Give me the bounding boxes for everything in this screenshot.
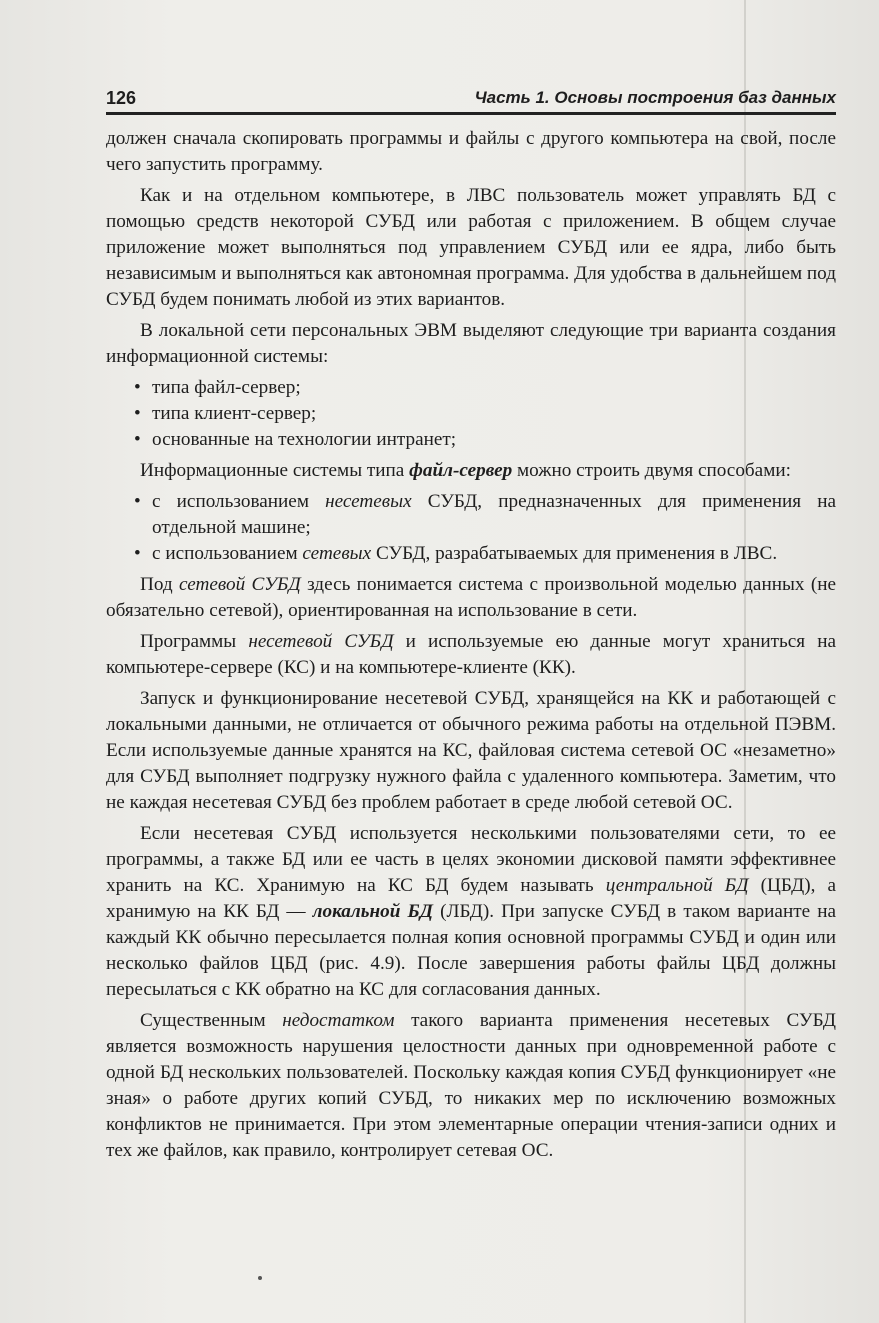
text-run: Программы (140, 631, 249, 652)
text-run: СУБД, предназначенных для применения на отдельной машине; (152, 491, 836, 538)
paragraph-2: Как и на отдельном компьютере, в ЛВС пользователь может управлять БД с помощью средств некоторой СУБД или работая с приложением. В общем случае приложение может выполняться под управлением СУБД или ее ядра, либо быть независимым и выполняться как автономная программа. Для удобства в дальнейшем под СУБД будем понимать любой из этих вариантов. (106, 185, 836, 310)
scan-speck (258, 1276, 262, 1280)
text-run: (ЛБД). При запуске СУБД в таком варианте на каждый КК обычно пересылается полная копия основной программы СУБД и один или несколько файлов ЦБД (рис. 4.9). После завершения работы файлы ЦБД должны пересылаться с КК обратно на КС для согласования данных. (106, 901, 836, 1000)
text-run: с использованием (152, 491, 326, 512)
file-server-methods-list (106, 489, 836, 567)
running-title: Часть 1. Основы построения баз данных (474, 88, 836, 107)
text-run: можно строить двумя способами: (512, 460, 791, 481)
term-central-db: центральной БД (605, 875, 749, 896)
text-run: с использованием (152, 543, 303, 564)
paragraph-5 (106, 572, 836, 624)
paragraph-1: должен сначала скопировать программы и файлы с другого компьютера на свой, после чего запустить программу. (106, 128, 836, 175)
list-item: • типа файл-сервер; (106, 375, 836, 401)
list-item: • типа клиент-сервер; (106, 401, 836, 427)
text-run: здесь понимается система с произвольной моделью данных (не обязательно сетевой), ориентированная на использование в сети. (106, 574, 836, 621)
paragraph-8 (106, 821, 836, 1003)
paragraph-4 (106, 458, 836, 484)
system-types-list (106, 375, 836, 453)
list-item (106, 541, 836, 567)
list-item: • основанные на технологии интранет; (106, 427, 836, 453)
text-run: Под (140, 574, 180, 595)
text-run: такого варианта применения несетевых СУБД является возможность нарушения целостности данных при одновременной работе с одной БД нескольких пользователей. Поскольку каждая копия СУБД функционирует «не зная» о работе других копий СУБД, то никаких мер по исключению возможных конфликтов не принимается. При этом элементарные операции чтения-записи одних и тех же файлов, как правило, контролирует сетевая ОС. (106, 1010, 836, 1161)
paragraph-7: Запуск и функционирование несетевой СУБД, хранящейся на КК и работающей с локальными данными, не отличается от обычного режима работы на отдельной ПЭВМ. Если используемые данные хранятся на КС, файловая система сетевой ОС «незаметно» для СУБД выполняет подгрузку нужного файла с удаленного компьютера. Заметим, что не каждая несетевая СУБД без проблем работает в среде любой сетевой ОС. (106, 688, 836, 813)
list-item (106, 489, 836, 541)
term-drawback: недостатком (282, 1010, 395, 1031)
term-non-network: несетевых (325, 491, 412, 512)
page-body (106, 126, 836, 1169)
page-number: 126 (106, 88, 137, 108)
text-run: (ЦБД), а хранимую на КК БД — (106, 875, 837, 922)
paragraph-3: В локальной сети персональных ЭВМ выделяют следующие три варианта создания информационной системы: (106, 320, 836, 367)
text-run: и используемые ею данные могут храниться на компьютере-сервере (КС) и на компьютере-клиенте (КК). (106, 631, 837, 678)
term-non-network-dbms: несетевой СУБД (248, 631, 394, 652)
text-run: Если несетевая СУБД используется несколькими пользователями сети, то ее программы, а также БД или ее часть в целях экономии дисковой памяти эффективнее хранить на КС. Хранимую на КС БД будем называть (106, 823, 836, 896)
paragraph-6 (106, 629, 836, 681)
text-run: Существенным (140, 1010, 283, 1031)
term-local-db: локальной БД (312, 901, 434, 922)
term-file-server: файл-сервер (409, 460, 513, 481)
term-network: сетевых (302, 543, 372, 564)
term-network-dbms: сетевой СУБД (179, 574, 301, 595)
page-header (106, 86, 836, 115)
paragraph-9 (106, 1008, 836, 1164)
text-run: СУБД, разрабатываемых для применения в ЛВС. (371, 543, 778, 564)
text-run: Информационные системы типа (140, 460, 410, 481)
